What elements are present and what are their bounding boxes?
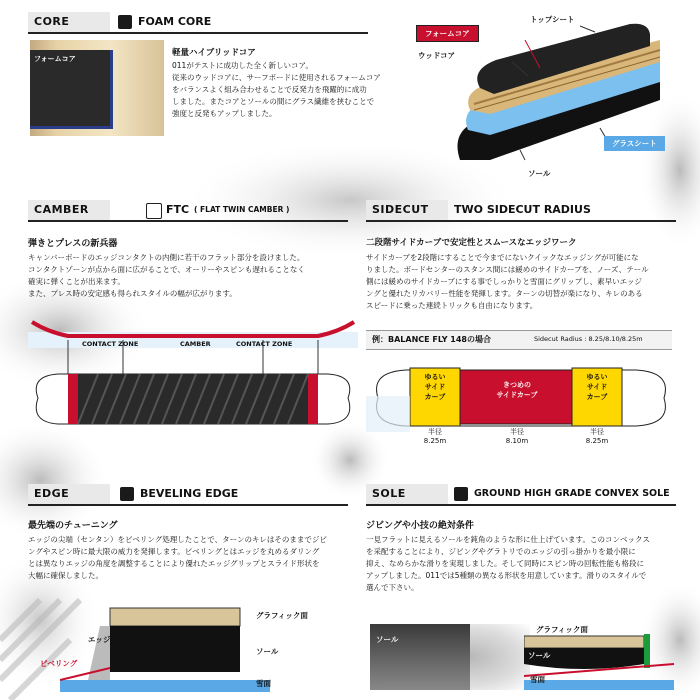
edge-tag: EDGE <box>28 484 110 504</box>
core-title: FOAM CORE <box>138 15 212 28</box>
wood-core-label: ウッドコア <box>418 51 456 60</box>
edge-sole-label: ソール <box>256 647 279 656</box>
top-sheet-label: トップシート <box>530 15 575 24</box>
sidecut-zone-center-text: きつめの サイドカーブ <box>496 381 538 399</box>
camber-label: CAMBER <box>180 340 211 348</box>
sole-body: 一見フラットに見えるソールを鈍角のような形に仕上げています。このコンベックス を采配することにより、ジビングやグラトリでのエッジの引っ掛かりを最小限に 抑え、なめらかな滑りを実現しました。そして同時にスピン時の回転性能も格段に アップしました。011では5種類の異なる形状を用意しています。滑りのスタイルで 選んで下さい。 <box>366 535 650 592</box>
sidecut-example-label: 例：BALANCE FLY 148の場合 <box>372 335 491 344</box>
foam-core-photo-label: フォームコア <box>34 55 76 63</box>
camber-headline: 弾きとプレスの新兵器 <box>28 239 118 249</box>
camber-tag: CAMBER <box>28 200 110 220</box>
sidecut-example-bar <box>366 330 672 350</box>
edge-title: BEVELING EDGE <box>140 487 239 500</box>
sidecut-zone-right-text: ゆるい サイド カーブ <box>586 373 608 401</box>
edge-beveling-label: ビベリング <box>40 659 78 668</box>
sidecut-headline: 二段階サイドカーブで安定性とスムースなエッジワーク <box>366 238 577 248</box>
sidecut-tag: SIDECUT <box>366 200 448 220</box>
sidecut-zone-left-text: ゆるい サイド カーブ <box>424 373 446 401</box>
sidecut-radius-label: Sidecut Radius : 8.25/8.10/8.25m <box>534 335 643 343</box>
sole-tag: SOLE <box>366 484 448 504</box>
graphic-layer <box>110 608 240 626</box>
edge-graphic-label: グラフィック面 <box>256 611 308 620</box>
glass-sheet-label: グラスシート <box>604 136 665 151</box>
sole-photo <box>370 624 520 690</box>
sole-sole-label: ソール <box>528 651 551 660</box>
sole-label: ソール <box>528 169 551 178</box>
sole-headline: ジビングや小技の絶対条件 <box>366 521 474 531</box>
sole-title: GROUND HIGH GRADE CONVEX SOLE <box>474 488 670 499</box>
sole-pointer <box>520 150 525 160</box>
sidecut-body: サイドカーブを2段階にすることで今までにないクイックなエッジングが可能にな りました。ボードセンターのスタンス間には緩めのサイドカーブを、ノーズ、テール 側には緩めのサイドカーブにする事でしっかりと雪面にグリップし、素早いエッジ ングと優れたリカバリー性能を発揮します。ターンの切替が楽になり、キレのある スピードに乗った連続トリックも自由になります。 <box>366 253 649 310</box>
core-body: 011がテストに成功した全く新しいコア。 従来のウッドコアに、サーフボードに使用されるフォームコア をバランスよく組み合わせることで反発力を飛躍的に成功 しました。またコアとソールの間にグラス繊維を挟むことで 強度と反発もアップしました。 <box>172 61 381 118</box>
edge-edge-label: エッジ <box>88 635 111 644</box>
foam-core-label: フォームコア <box>416 25 479 42</box>
sole-snow-label: 雪面 <box>530 675 545 684</box>
top-sheet-pointer <box>580 26 595 32</box>
core-header <box>28 12 368 34</box>
sole-graphic-label: グラフィック面 <box>536 625 588 634</box>
core-tag: CORE <box>28 12 110 32</box>
sidecut-radius-center: 半径 8.10m <box>505 428 529 445</box>
ftc-icon <box>146 203 162 219</box>
sidecut-radius-left: 半径 8.25m <box>423 428 447 445</box>
sole-photo-curve <box>470 624 530 690</box>
camber-diagram <box>28 318 358 448</box>
sole-graphic-layer <box>524 636 644 648</box>
contact-zone-left-label: CONTACT ZONE <box>82 340 139 348</box>
camber-header <box>28 200 348 222</box>
core-headline: 軽量ハイブリッドコア <box>172 48 256 58</box>
convex-sole-icon <box>454 487 468 501</box>
sole-photo-label: ソール <box>376 635 399 644</box>
edge-snow-label: 雪面 <box>256 679 271 688</box>
sole-header <box>366 484 676 506</box>
sidecut-radius-right: 半径 8.25m <box>585 428 609 445</box>
sidecut-title: TWO SIDECUT RADIUS <box>454 203 591 216</box>
foam-core-photo <box>30 40 164 136</box>
edge-header <box>28 484 348 506</box>
camber-title: FTC <box>166 203 190 216</box>
beveling-edge-icon <box>120 487 134 501</box>
edge-diagram <box>60 604 270 694</box>
camber-subtitle: ( FLAT TWIN CAMBER ) <box>194 205 290 214</box>
sole-snow-layer <box>524 680 674 690</box>
contact-zone-right-label: CONTACT ZONE <box>236 340 293 348</box>
core-body-layer <box>110 626 240 672</box>
edge-body: エッジの尖端（センタン）をビベリング処理したことで、ターンのキレはそのままでジビ ングやスピン時に最大限の威力を発揮します。ビベリングとはエッジを丸めるダリング とは異なりエッジの角度を調整することにより優れたエッジグリップとスライド形状を 大幅に確保しました。 <box>28 535 327 580</box>
snow-layer <box>60 680 270 692</box>
edge-headline: 最先端のチューニング <box>28 521 118 531</box>
camber-body: キャンバーボードのエッジコンタクトの内側に若干のフラット部分を設けました。 コンタクトゾーンが点から面に広がることで、オーリーやスピンも遅れることなく 確実に弾くことが出来ます。 また、プレス時の安定感も得られスタイルの幅が広がります。 <box>28 253 305 298</box>
sidecut-header <box>366 200 676 222</box>
foam-core-icon <box>118 15 132 29</box>
